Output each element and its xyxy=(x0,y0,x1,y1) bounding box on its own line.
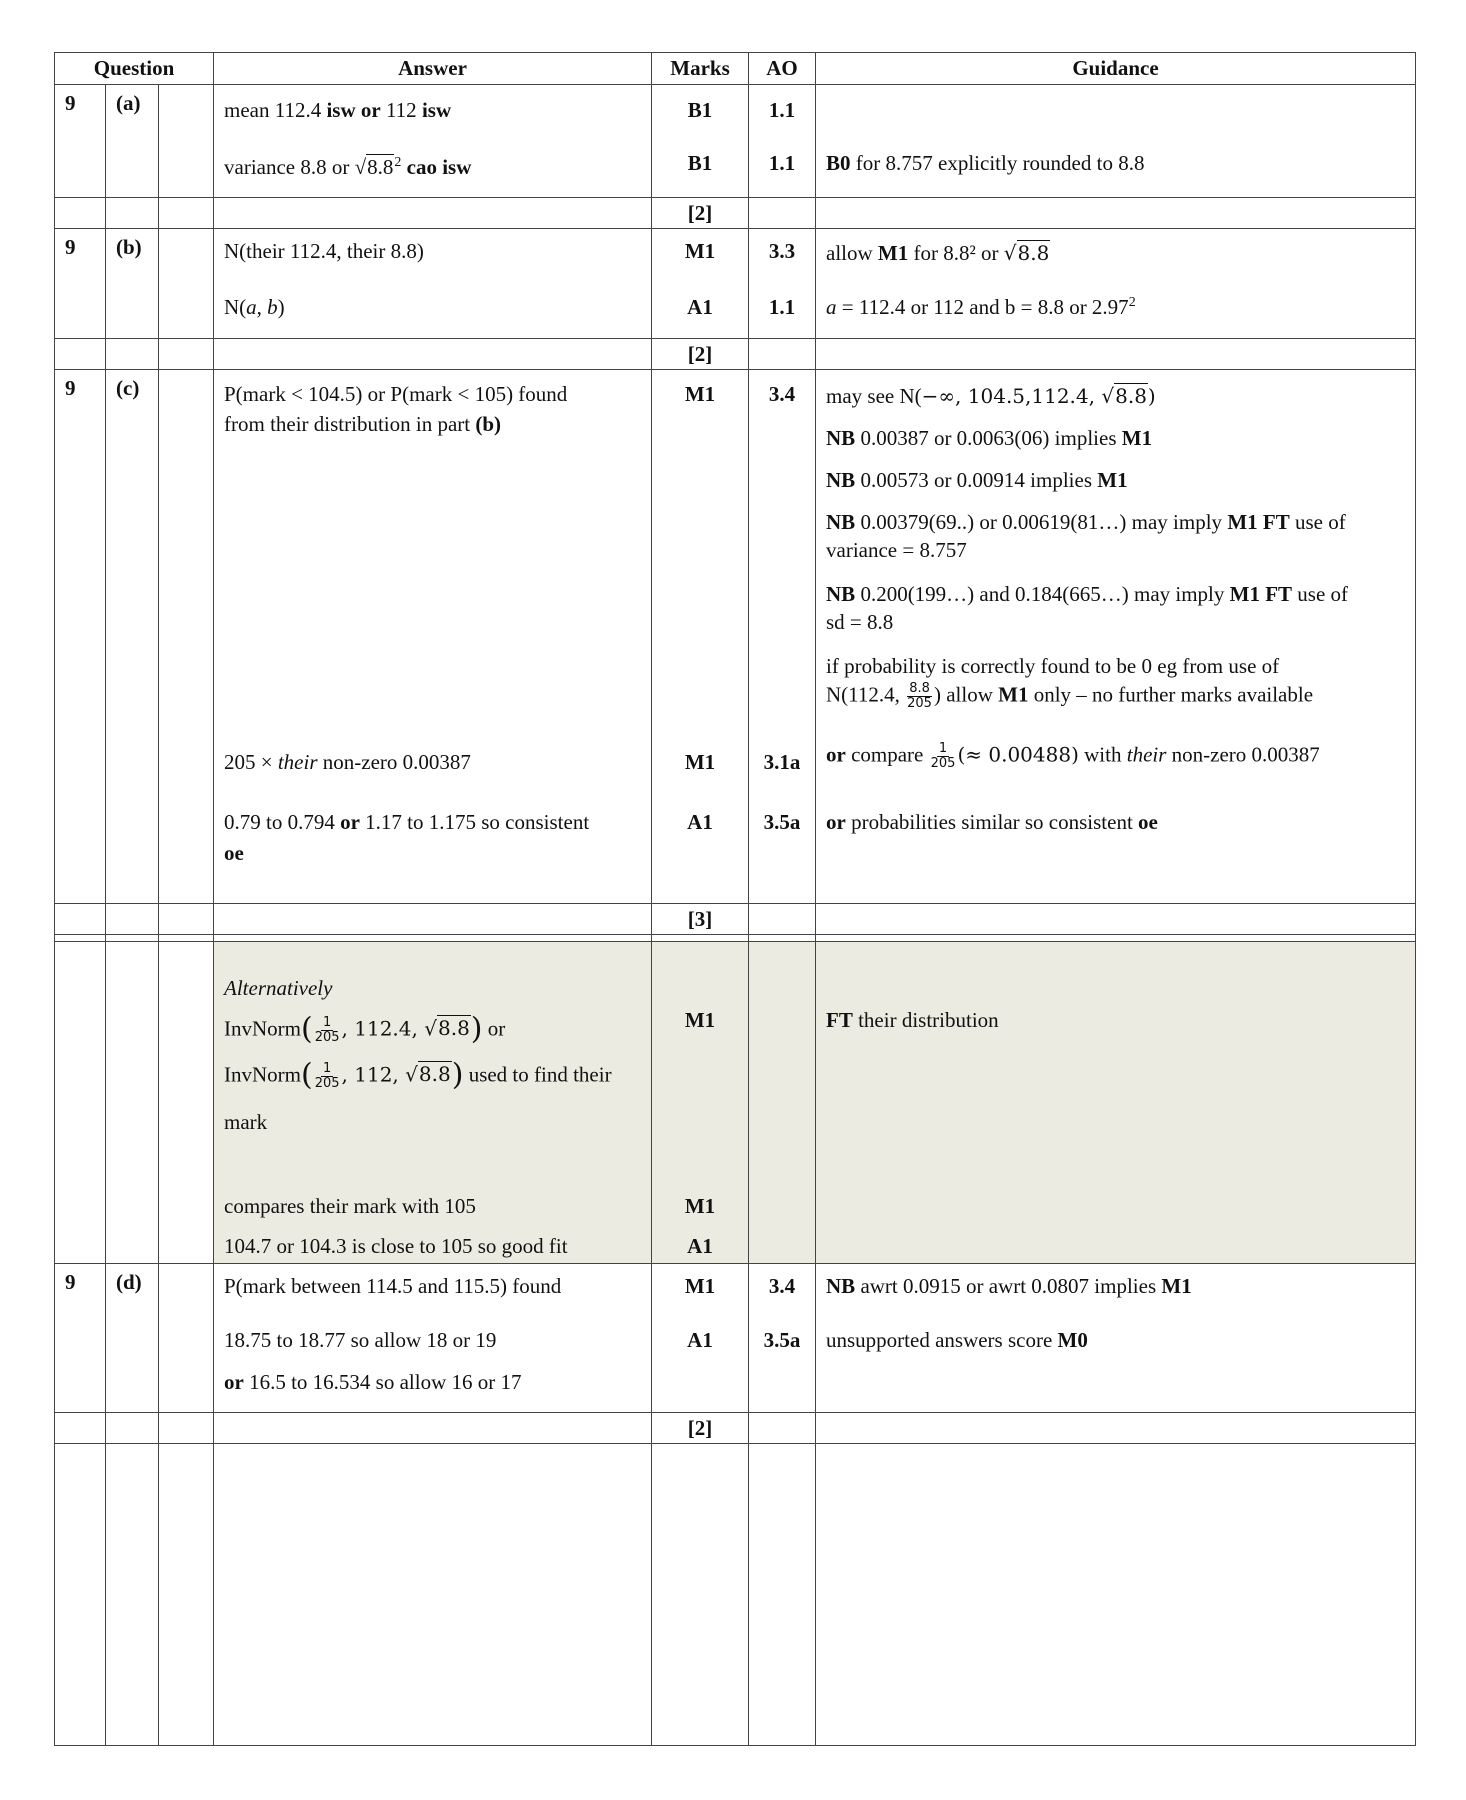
total-row xyxy=(55,198,1416,229)
fraction: $\frac{1}{205}$ xyxy=(314,1061,340,1091)
row-9b xyxy=(55,229,1416,339)
marks-cell: M1 M1 A1 xyxy=(652,370,749,904)
guidance-line: or probabilities similar so consistent oe xyxy=(826,810,1158,834)
fraction: $\frac{1}{205}$ xyxy=(930,741,956,771)
header-answer: Answer xyxy=(214,53,652,85)
answer-line: variance 8.8 or $√8.8^2$ cao isw xyxy=(224,155,472,179)
marks-cell: B1 B1 xyxy=(652,85,749,198)
header-marks: Marks xyxy=(652,53,749,85)
answer-line: InvNorm( $\frac{1}{205}$ , 112, √8.8) used to find their xyxy=(224,1057,612,1093)
question-part: (d) xyxy=(106,1264,159,1413)
answer-line: InvNorm( $\frac{1}{205}$ , 112.4, √8.8) or xyxy=(224,1011,506,1047)
question-part: (a) xyxy=(106,85,159,198)
guidance-cell xyxy=(816,229,1416,339)
ao-cell: 3.3 1.1 xyxy=(749,229,816,339)
guidance-line: FT their distribution xyxy=(826,1008,999,1032)
sqrt-expression: √8.8 xyxy=(424,1016,470,1041)
header-guidance: Guidance xyxy=(816,53,1416,85)
row-9c-alternative xyxy=(55,942,1416,1264)
guidance-line: B0 for 8.757 explicitly rounded to 8.8 xyxy=(826,151,1145,175)
ao-cell: 1.1 1.1 xyxy=(749,85,816,198)
guidance-line: N(112.4, $\frac{8.8}{205}$ ) allow M1 only – no further marks available xyxy=(826,681,1314,711)
ao-cell: 3.4 3.5a xyxy=(749,1264,816,1413)
ao-cell xyxy=(749,942,816,1264)
row-9a xyxy=(55,85,1416,198)
answer-line: 205 × their non-zero 0.00387 xyxy=(224,750,471,774)
answer-cell: Alternatively InvNorm( $\frac{1}{205}$ , 112.4, √8.8) or InvNorm( $\frac{1}{205}$ , 112, √8.8) used to find their mark compares their mark with 105 104.7 or 104.3 is close to 105 so good fit xyxy=(214,942,652,1264)
total-marks: [2] xyxy=(652,339,749,370)
sqrt-expression: √8.8 xyxy=(1101,384,1147,408)
guidance-line: NB 0.00573 or 0.00914 implies M1 xyxy=(826,468,1128,492)
row-9d xyxy=(55,1264,1416,1413)
guidance-line: NB 0.00379(69..) or 0.00619(81…) may imply M1 FT use of xyxy=(826,510,1346,534)
question-part: (c) xyxy=(106,370,159,904)
total-marks: [3] xyxy=(652,904,749,935)
total-row xyxy=(55,1413,1416,1444)
guidance-cell: may see N(−∞, 104.5,112.4, √8.8) NB 0.00387 or 0.0063(06) implies M1 NB 0.00573 or 0.00914 implies M1 NB 0.00379(69..) or 0.00619(81…) may imply M1 FT use of variance = 8.757 NB 0.200(199…) and 0.184(665…) may imply M1 FT use of sd = 8.8 if probability is correctly found to be 0 eg from use of N(112.4, $\frac{8.8}{205}$ ) allow M1 only – no further marks available or compare $\frac{1}{205}$ (≈ 0.00488) with their non-zero 0.00387 or probabilities similar so consistent oe xyxy=(816,370,1416,904)
marks-cell: M1 A1 xyxy=(652,229,749,339)
header-question: Question xyxy=(55,53,214,85)
answer-line: from their distribution in part (b) xyxy=(224,412,502,436)
question-number: 9 xyxy=(55,229,106,339)
marks-cell: M1 A1 xyxy=(652,1264,749,1413)
guidance-line: a = 112.4 or 112 and b = 8.8 or 2.97$^2$ xyxy=(826,295,1136,319)
fraction: $\frac{8.8}{205}$ xyxy=(907,681,932,711)
answer-cell: N(their 112.4, their 8.8) N(a, b) xyxy=(214,229,652,339)
guidance-cell xyxy=(816,942,1416,1264)
mark-scheme-table xyxy=(54,52,1416,1746)
guidance-line: NB awrt 0.0915 or awrt 0.0807 implies M1 xyxy=(826,1274,1192,1298)
question-number: 9 xyxy=(55,85,106,198)
guidance-line: or compare $\frac{1}{205}$ (≈ 0.00488) with their non-zero 0.00387 xyxy=(826,741,1320,771)
question-part: (b) xyxy=(106,229,159,339)
fraction: $\frac{1}{205}$ xyxy=(314,1015,340,1045)
question-number: 9 xyxy=(55,370,106,904)
row-9c xyxy=(55,370,1416,904)
answer-cell: P(mark between 114.5 and 115.5) found 18.75 to 18.77 so allow 18 or 19 or 16.5 to 16.534 so allow 16 or 17 xyxy=(214,1264,652,1413)
marks-cell: M1 M1 A1 xyxy=(652,942,749,1264)
total-row xyxy=(55,339,1416,370)
total-row xyxy=(55,904,1416,935)
total-marks: [2] xyxy=(652,1413,749,1444)
guidance-line: NB 0.200(199…) and 0.184(665…) may imply M1 FT use of xyxy=(826,582,1349,606)
total-marks: [2] xyxy=(652,198,749,229)
guidance-line: allow M1 for 8.8² or √8.8 xyxy=(826,241,1050,265)
sqrt-expression: √8.8 xyxy=(405,1062,451,1087)
guidance-cell xyxy=(816,1264,1416,1413)
question-number: 9 xyxy=(55,1264,106,1413)
sqrt-expression: √8.8 xyxy=(1003,241,1050,265)
answer-line: N(a, b) xyxy=(224,295,285,319)
guidance-line: unsupported answers score M0 xyxy=(826,1328,1088,1352)
answer-line: or 16.5 to 16.534 so allow 16 or 17 xyxy=(224,1370,522,1394)
sqrt-expression: √8.8 xyxy=(354,155,394,179)
header-row xyxy=(55,53,1416,85)
spacer-row xyxy=(55,935,1416,942)
answer-line: 0.79 to 0.794 or 1.17 to 1.175 so consistent xyxy=(224,810,590,834)
guidance-line: NB 0.00387 or 0.0063(06) implies M1 xyxy=(826,426,1153,450)
guidance-cell xyxy=(816,85,1416,198)
blank-row xyxy=(55,1444,1416,1746)
header-ao: AO xyxy=(749,53,816,85)
answer-line: mean 112.4 isw or 112 isw xyxy=(224,98,452,122)
ao-cell: 3.4 3.1a 3.5a xyxy=(749,370,816,904)
answer-cell: P(mark < 104.5) or P(mark < 105) found from their distribution in part (b) 205 × their non-zero 0.00387 0.79 to 0.794 or 1.17 to 1.175 so consistent oe xyxy=(214,370,652,904)
guidance-line: may see N(−∞, 104.5,112.4, √8.8) xyxy=(826,384,1156,408)
answer-cell xyxy=(214,85,652,198)
